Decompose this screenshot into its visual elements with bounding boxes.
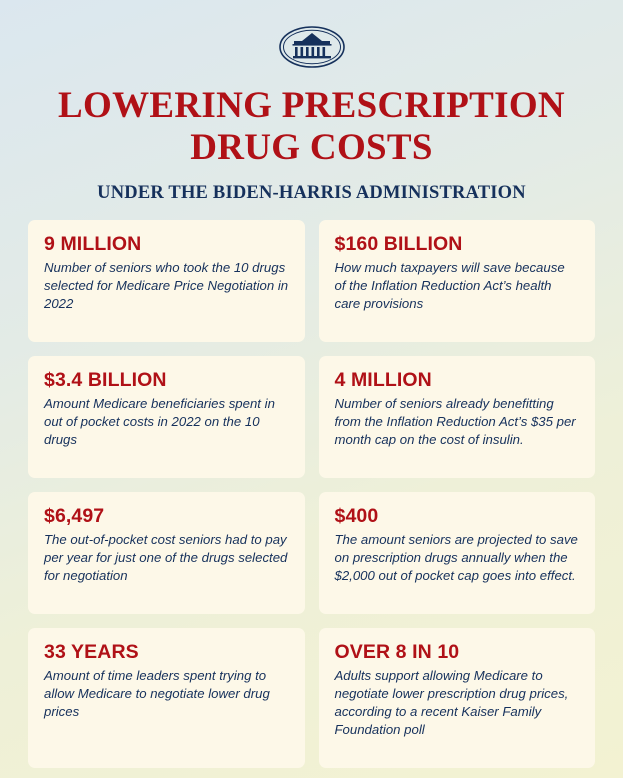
stat-description: Amount of time leaders spent trying to allow Medicare to negotiate lower drug prices (44, 668, 270, 720)
stat-card (28, 220, 305, 342)
stat-card (319, 492, 596, 614)
stat-card (28, 628, 305, 768)
title-line-2: DRUG COSTS (190, 126, 433, 168)
stat-card (319, 356, 596, 478)
page-subtitle: UNDER THE BIDEN-HARRIS ADMINISTRATION (97, 182, 526, 203)
stat-description: The out-of-pocket cost seniors had to pay per year for just one of the drugs selected for negotiation (44, 532, 288, 583)
stats-grid (28, 220, 595, 768)
stat-value: $160 BILLION (334, 232, 463, 255)
stat-value: OVER 8 IN 10 (334, 641, 460, 664)
stat-description: How much taxpayers will save because of the Inflation Reduction Act’s health care provisions (334, 260, 565, 311)
stat-description: Amount Medicare beneficiaries spent in out of pocket costs in 2022 on the 10 drugs (44, 396, 275, 447)
stat-value: 33 YEARS (44, 641, 139, 664)
stat-card (319, 628, 596, 768)
stat-card (28, 356, 305, 478)
title-line-1: LOWERING PRESCRIPTION (58, 85, 565, 126)
stat-card (28, 492, 305, 614)
white-house-seal-icon (278, 24, 346, 75)
stat-description: Number of seniors already benefitting from the Inflation Reduction Act’s $35 per month cap on the cost of insulin. (334, 396, 576, 447)
stat-value: $6,497 (44, 504, 105, 527)
stat-value: $400 (334, 504, 379, 527)
stat-description: Number of seniors who took the 10 drugs selected for Medicare Price Negotiation in 2022 (44, 260, 289, 311)
stat-value: $3.4 BILLION (44, 368, 167, 391)
stat-card (319, 220, 596, 342)
stat-description: Adults support allowing Medicare to negotiate lower prescription drug prices, according to a recent Kaiser Family Foundation poll (334, 668, 569, 737)
page-title (58, 85, 565, 169)
stat-description: The amount seniors are projected to save on prescription drugs annually when the $2,000 out of pocket cap goes into effect. (334, 532, 578, 583)
stat-value: 9 MILLION (44, 232, 142, 255)
stat-value: 4 MILLION (334, 368, 432, 391)
